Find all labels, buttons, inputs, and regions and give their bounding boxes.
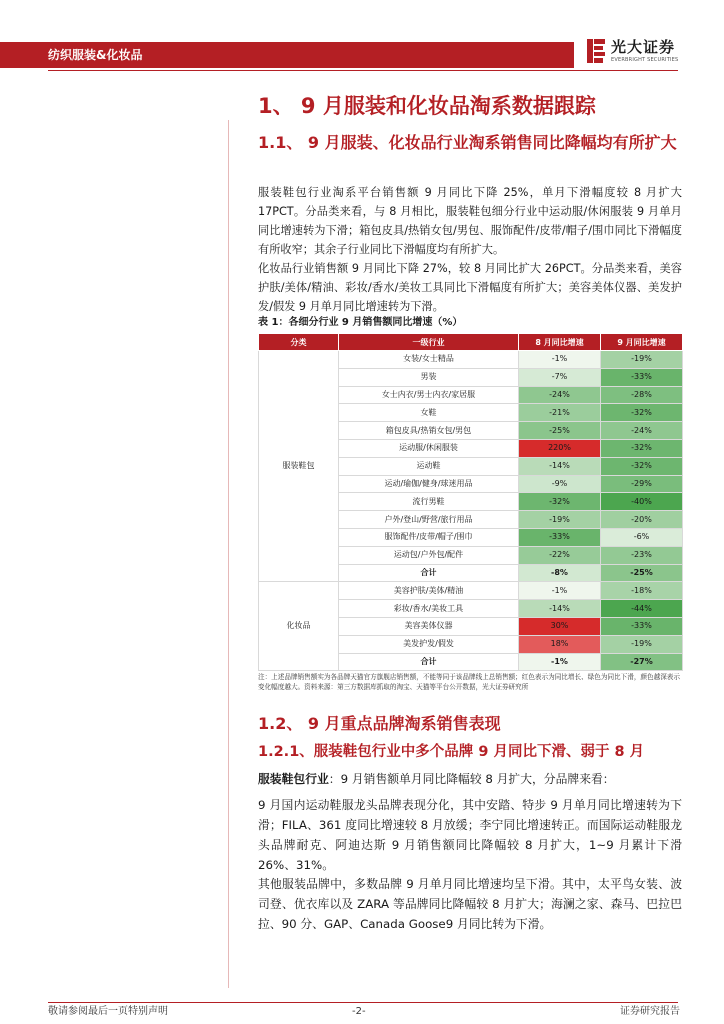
industry-name-cell: 合计 <box>339 653 519 671</box>
col-header-aug-growth: 8 月同比增速 <box>519 334 601 351</box>
aug-growth-cell: -1% <box>519 351 601 369</box>
industry-name-cell: 运动服/休闲服装 <box>339 439 519 457</box>
logo-brand-en: EVERBRIGHT SECURITIES <box>611 57 679 63</box>
table-row <box>259 582 683 600</box>
table-header-row <box>259 334 683 351</box>
paragraph-lead-label: 服装鞋包行业 <box>258 772 329 786</box>
sep-growth-cell: -6% <box>601 528 683 546</box>
header-section-title: 纺织服装&化妆品 <box>48 48 143 62</box>
footer-disclaimer: 敬请参阅最后一页特别声明 <box>48 1006 168 1017</box>
sep-growth-cell: -23% <box>601 546 683 564</box>
industry-name-cell: 美容美体仪器 <box>339 617 519 635</box>
aug-growth-cell: -7% <box>519 368 601 386</box>
industry-name-cell: 运动/瑜伽/健身/球迷用品 <box>339 475 519 493</box>
table-note: 注：上述品牌销售额实为各品牌天猫官方旗舰店销售额，不能等同于该品牌线上总销售额；红色表示为同比增长、绿色为同比下滑，颜色越深表示变化幅度越大。资料来源：第三方数据库抓取的淘宝、天猫等平台公开数据，光大证券研究所 <box>258 673 680 691</box>
heading-section-1-2-1: 1.2.1、服装鞋包行业中多个品牌 9 月同比下滑、弱于 8 月 <box>258 744 645 760</box>
industry-name-cell: 箱包皮具/热销女包/男包 <box>339 422 519 440</box>
aug-growth-cell: 30% <box>519 617 601 635</box>
category-cell: 服装鞋包 <box>259 351 339 582</box>
sep-growth-cell: -28% <box>601 386 683 404</box>
industry-name-cell: 男装 <box>339 368 519 386</box>
footer-report-type: 证券研究报告 <box>620 1006 680 1017</box>
aug-growth-cell: -21% <box>519 404 601 422</box>
aug-growth-cell: -1% <box>519 653 601 671</box>
footer-divider <box>48 1002 678 1003</box>
everbright-logo-icon <box>585 38 607 64</box>
paragraph-apparel-sales: 服装鞋包行业淘系平台销售额 9 月同比下降 25%，单月下滑幅度较 8 月扩大 17PCT。分品类来看，与 8 月相比，服装鞋包细分行业中运动服/休闲服装 9 月单月同比增速转为下滑；箱包皮具/热销女包/男包、服饰配件/皮带/帽子/围巾同比下滑幅度有所收窄；其余子行业同比下滑幅度均有所扩大。 <box>258 186 682 256</box>
aug-growth-cell: -14% <box>519 457 601 475</box>
industry-name-cell: 服饰配件/皮带/帽子/围巾 <box>339 528 519 546</box>
industry-growth-table <box>258 333 683 671</box>
footer-page-number: -2- <box>352 1006 366 1017</box>
sep-growth-cell: -32% <box>601 439 683 457</box>
sep-growth-cell: -24% <box>601 422 683 440</box>
sep-growth-cell: -20% <box>601 511 683 529</box>
aug-growth-cell: -9% <box>519 475 601 493</box>
aug-growth-cell: -33% <box>519 528 601 546</box>
paragraph-apparel-brands-intro <box>258 769 682 789</box>
paragraph-lead-text: ：9 月销售额单月同比降幅较 8 月扩大，分品牌来看： <box>328 772 615 786</box>
industry-name-cell: 女鞋 <box>339 404 519 422</box>
industry-name-cell: 运动包/户外包/配件 <box>339 546 519 564</box>
sep-growth-cell: -33% <box>601 617 683 635</box>
aug-growth-cell: -8% <box>519 564 601 582</box>
category-cell: 化妆品 <box>259 582 339 671</box>
paragraph-other-brands: 其他服装品牌中，多数品牌 9 月单月同比增速均呈下滑。其中，太平鸟女装、波司登、优衣库以及 ZARA 等品牌同比降幅较 8 月扩大；海澜之家、森马、巴拉巴拉、90 分、GAP、Canada Goose9 月同比转为下滑。 <box>258 877 682 931</box>
header-divider <box>48 70 678 71</box>
aug-growth-cell: 220% <box>519 439 601 457</box>
industry-name-cell: 美发护发/假发 <box>339 635 519 653</box>
industry-name-cell: 彩妆/香水/美妆工具 <box>339 600 519 618</box>
col-header-sep-growth: 9 月同比增速 <box>601 334 683 351</box>
sep-growth-cell: -44% <box>601 600 683 618</box>
industry-name-cell: 流行男鞋 <box>339 493 519 511</box>
sep-growth-cell: -29% <box>601 475 683 493</box>
aug-growth-cell: -14% <box>519 600 601 618</box>
paragraph-sports-brands: 9 月国内运动鞋服龙头品牌表现分化，其中安踏、特步 9 月单月同比增速转为下滑；FILA、361 度同比增速较 8 月放缓；李宁同比增速转正。而国际运动鞋服龙头品牌耐克、阿迪达斯 9 月销售额同比降幅较 8 月扩大，1~9 月累计下滑 26%、31%。 <box>258 798 682 872</box>
table-row <box>259 351 683 369</box>
sep-growth-cell: -19% <box>601 635 683 653</box>
aug-growth-cell: 18% <box>519 635 601 653</box>
industry-name-cell: 合计 <box>339 564 519 582</box>
col-header-industry: 一级行业 <box>339 334 519 351</box>
table-body <box>259 351 683 671</box>
sep-growth-cell: -25% <box>601 564 683 582</box>
sep-growth-cell: -40% <box>601 493 683 511</box>
sep-growth-cell: -32% <box>601 404 683 422</box>
margin-rule <box>228 120 229 988</box>
table-title: 表 1：各细分行业 9 月销售额同比增速（%） <box>258 317 463 328</box>
logo-brand-cn: 光大证券 <box>611 38 676 56</box>
industry-name-cell: 运动鞋 <box>339 457 519 475</box>
industry-name-cell: 女士内衣/男士内衣/家居服 <box>339 386 519 404</box>
industry-name-cell: 女装/女士精品 <box>339 351 519 369</box>
sep-growth-cell: -27% <box>601 653 683 671</box>
industry-name-cell: 户外/登山/野营/旅行用品 <box>339 511 519 529</box>
sep-growth-cell: -19% <box>601 351 683 369</box>
heading-section-1: 1、 9 月服装和化妆品淘系数据跟踪 <box>258 94 596 118</box>
sep-growth-cell: -18% <box>601 582 683 600</box>
heading-section-1-1: 1.1、 9 月服装、化妆品行业淘系销售同比降幅均有所扩大 <box>258 133 677 152</box>
paragraph-cosmetics-sales: 化妆品行业销售额 9 月同比下降 27%，较 8 月同比扩大 26PCT。分品类来看，美容护肤/美体/精油、彩妆/香水/美妆工具同比下滑幅度有所扩大；美容美体仪器、美发护发/假发 9 月单月同比增速转为下滑。 <box>258 262 682 313</box>
aug-growth-cell: -1% <box>519 582 601 600</box>
col-header-category: 分类 <box>259 334 339 351</box>
sep-growth-cell: -32% <box>601 457 683 475</box>
aug-growth-cell: -32% <box>519 493 601 511</box>
sep-growth-cell: -33% <box>601 368 683 386</box>
aug-growth-cell: -19% <box>519 511 601 529</box>
heading-section-1-2: 1.2、 9 月重点品牌淘系销售表现 <box>258 714 501 733</box>
aug-growth-cell: -25% <box>519 422 601 440</box>
aug-growth-cell: -24% <box>519 386 601 404</box>
aug-growth-cell: -22% <box>519 546 601 564</box>
industry-name-cell: 美容护肤/美体/精油 <box>339 582 519 600</box>
